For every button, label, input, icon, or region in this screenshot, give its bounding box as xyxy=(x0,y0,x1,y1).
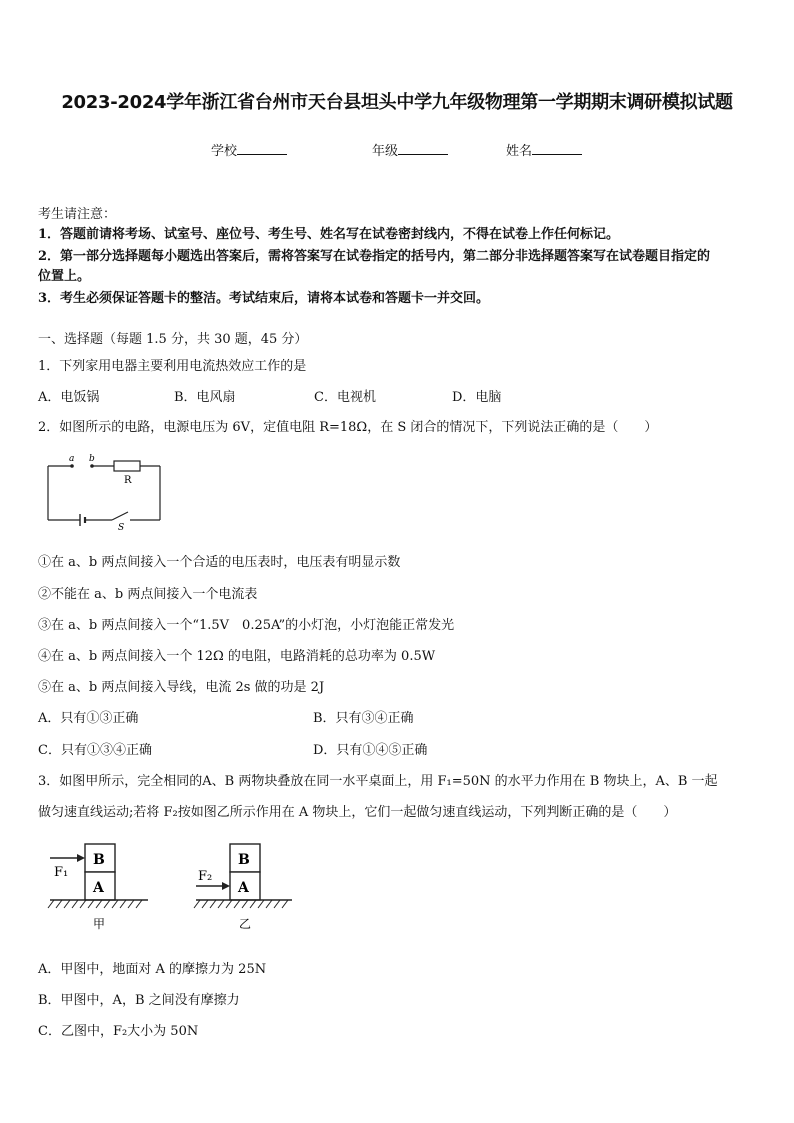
terminal-b xyxy=(90,464,94,468)
circuit-diagram xyxy=(40,448,170,530)
q1-option-a[interactable]: A．电饭锅 xyxy=(38,390,100,405)
q1-option-c[interactable]: C．电视机 xyxy=(314,390,376,405)
q3-option-c[interactable]: C．乙图中，F₂大小为 50N xyxy=(38,1024,199,1039)
label-a: a xyxy=(69,454,75,464)
caption-yi: 乙 xyxy=(239,917,252,931)
section-heading: 一、选择题（每题 1.5 分，共 30 题，45 分） xyxy=(38,332,308,347)
q3-option-b[interactable]: B．甲图中，A，B 之间没有摩擦力 xyxy=(38,993,240,1008)
label-f2: F₂ xyxy=(198,869,213,884)
switch-s xyxy=(112,512,128,520)
label-r: R xyxy=(124,475,132,486)
figure-yi xyxy=(194,844,292,931)
label-s: S xyxy=(118,523,125,530)
q3-stem-line1: 3．如图甲所示，完全相同的A、B 两物块叠放在同一水平桌面上，用 F₁=50N 的水平力作用在 B 物块上，A、B 一起 xyxy=(38,774,718,789)
figure-jia xyxy=(48,844,148,931)
notice-heading: 考生请注意： xyxy=(38,207,117,222)
caption-jia: 甲 xyxy=(93,917,106,931)
label-b-left: B xyxy=(93,852,105,868)
q2-statement: ③在 a、b 两点间接入一个“1.5V 0.25A”的小灯泡，小灯泡能正常发光 xyxy=(38,618,455,633)
notice-item: 1．答题前请将考场、试室号、座位号、考生号、姓名写在试卷密封线内，不得在试卷上作任何标记。 xyxy=(38,227,620,242)
terminal-a xyxy=(70,464,74,468)
resistor-r xyxy=(114,461,140,471)
name-blank[interactable] xyxy=(532,142,582,155)
blocks-diagram xyxy=(40,836,300,936)
label-a-right: A xyxy=(238,880,249,896)
q1-option-b[interactable]: B．电风扇 xyxy=(174,390,236,405)
q2-statement: ⑤在 a、b 两点间接入导线，电流 2s 做的功是 2J xyxy=(38,680,325,695)
notice-item: 位置上。 xyxy=(38,269,91,284)
q2-option-b[interactable]: B．只有③④正确 xyxy=(313,711,414,726)
notice-item: 3．考生必须保证答题卡的整洁。考试结束后，请将本试卷和答题卡一并交回。 xyxy=(38,291,490,306)
grade-blank[interactable] xyxy=(398,142,448,155)
q2-option-c[interactable]: C．只有①③④正确 xyxy=(38,743,152,758)
label-f1: F₁ xyxy=(54,865,69,880)
q1-stem: 1．下列家用电器主要利用电流热效应工作的是 xyxy=(38,359,307,374)
label-b: b xyxy=(89,454,95,464)
q2-option-a[interactable]: A．只有①③正确 xyxy=(38,711,139,726)
label-b-right: B xyxy=(238,852,250,868)
school-field xyxy=(211,140,287,159)
page-title: 2023-2024学年浙江省台州市天台县坦头中学九年级物理第一学期期末调研模拟试题 xyxy=(61,92,733,113)
grade-label: 年级 xyxy=(372,144,399,159)
school-blank[interactable] xyxy=(237,142,287,155)
q2-stem: 2．如图所示的电路，电源电压为 6V，定值电阻 R=18Ω，在 S 闭合的情况下，下列说法正确的是（ ） xyxy=(38,420,658,435)
q2-statement: ②不能在 a、b 两点间接入一个电流表 xyxy=(38,587,258,602)
q3-option-a[interactable]: A．甲图中，地面对 A 的摩擦力为 25N xyxy=(38,962,267,977)
q2-statement: ①在 a、b 两点间接入一个合适的电压表时，电压表有明显示数 xyxy=(38,555,401,570)
q1-option-d[interactable]: D．电脑 xyxy=(452,390,502,405)
notice-item: 2．第一部分选择题每小题选出答案后，需将答案写在试卷指定的括号内，第二部分非选择题答案写在试卷题目指定的 xyxy=(38,249,711,264)
q2-option-d[interactable]: D．只有①④⑤正确 xyxy=(313,743,428,758)
name-label: 姓名 xyxy=(506,144,533,159)
school-label: 学校 xyxy=(211,144,238,159)
q2-statement: ④在 a、b 两点间接入一个 12Ω 的电阻，电路消耗的总功率为 0.5W xyxy=(38,649,436,664)
name-field xyxy=(506,140,582,159)
label-a-left: A xyxy=(93,880,104,896)
grade-field xyxy=(372,140,448,159)
q3-stem-line2: 做匀速直线运动;若将 F₂按如图乙所示作用在 A 物块上，它们一起做匀速直线运动，下列判断正确的是（ ） xyxy=(38,805,677,820)
